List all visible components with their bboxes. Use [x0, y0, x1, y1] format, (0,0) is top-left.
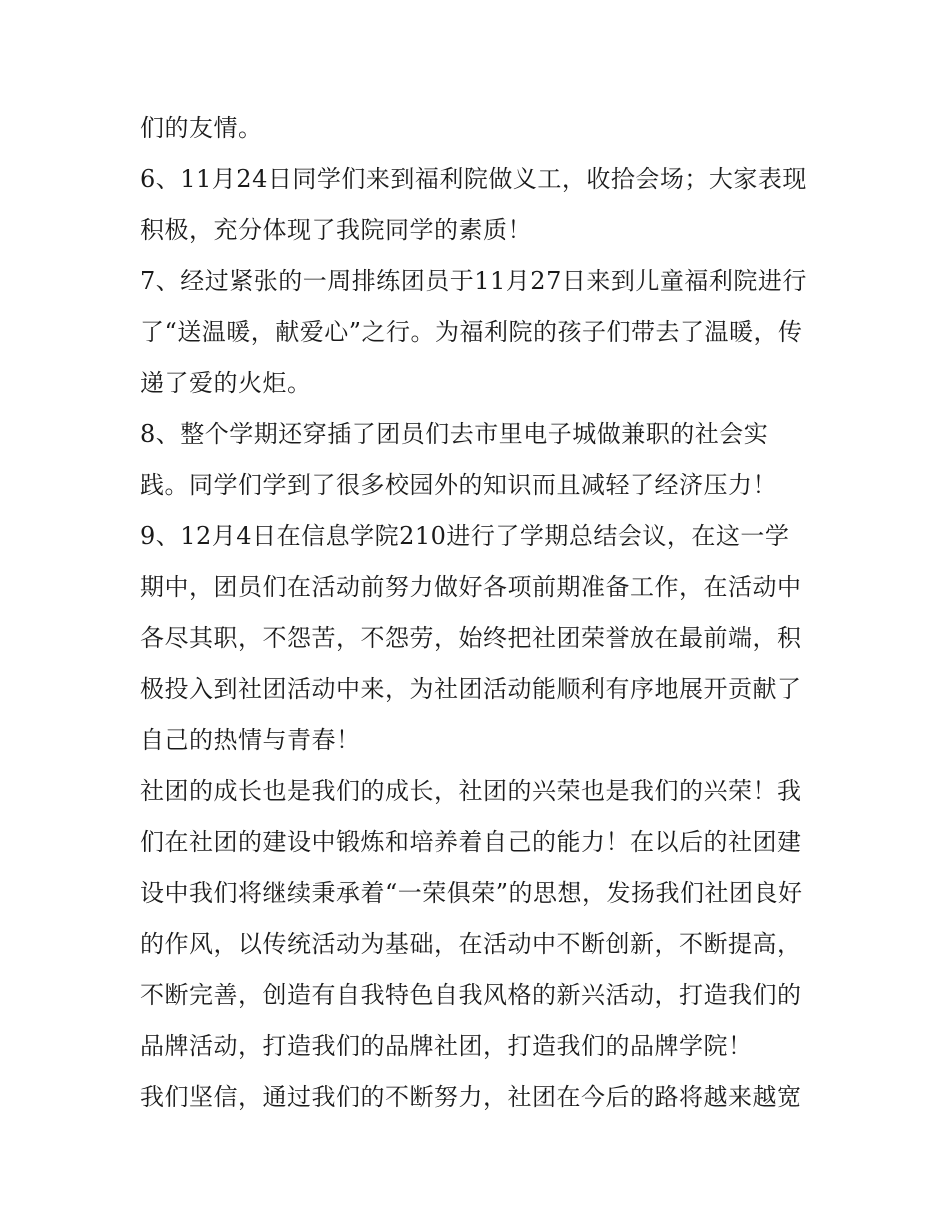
text-line: 设中我们将继续秉承着“一荣俱荣”的思想，发扬我们社团良好 [140, 879, 803, 907]
text-line: 不断完善，创造有自我特色自我风格的新兴活动，打造我们的 [140, 981, 802, 1009]
text-line: 8、整个学期还穿插了团员们去市里电子城做兼职的社会实 [140, 420, 769, 448]
text-line: 们的友情。 [140, 114, 263, 142]
text-line: 品牌活动，打造我们的品牌社团，打造我们的品牌学院！ [140, 1032, 753, 1060]
text-line: 期中，团员们在活动前努力做好各项前期准备工作，在活动中 [140, 573, 802, 601]
text-line: 我们坚信，通过我们的不断努力，社团在今后的路将越来越宽 [140, 1083, 802, 1111]
text-line: 践。同学们学到了很多校园外的知识而且减轻了经济压力！ [140, 471, 777, 499]
text-line: 9、12月4日在信息学院210进行了学期总结会议，在这一学 [140, 522, 790, 550]
text-line: 积极，充分体现了我院同学的素质！ [140, 216, 532, 244]
text-line: 递了爱的火炬。 [140, 369, 312, 397]
text-line: 们在社团的建设中锻炼和培养着自己的能力！在以后的社团建 [140, 828, 802, 856]
text-line: 6、11月24日同学们来到福利院做义工，收拾会场；大家表现 [140, 165, 807, 193]
text-line: 各尽其职，不怨苦，不怨劳，始终把社团荣誉放在最前端，积 [140, 624, 802, 652]
text-line: 的作风，以传统活动为基础，在活动中不断创新，不断提高， [140, 930, 802, 958]
text-line: 极投入到社团活动中来，为社团活动能顺利有序地展开贡献了 [140, 675, 802, 703]
text-line: 7、经过紧张的一周排练团员于11月27日来到儿童福利院进行 [140, 267, 807, 295]
text-line: 了“送温暖，献爱心”之行。为福利院的孩子们带去了温暖，传 [140, 318, 803, 346]
text-line: 社团的成长也是我们的成长，社团的兴荣也是我们的兴荣！我 [140, 777, 802, 805]
document-body [140, 103, 820, 1123]
text-line: 自己的热情与青春！ [140, 726, 361, 754]
